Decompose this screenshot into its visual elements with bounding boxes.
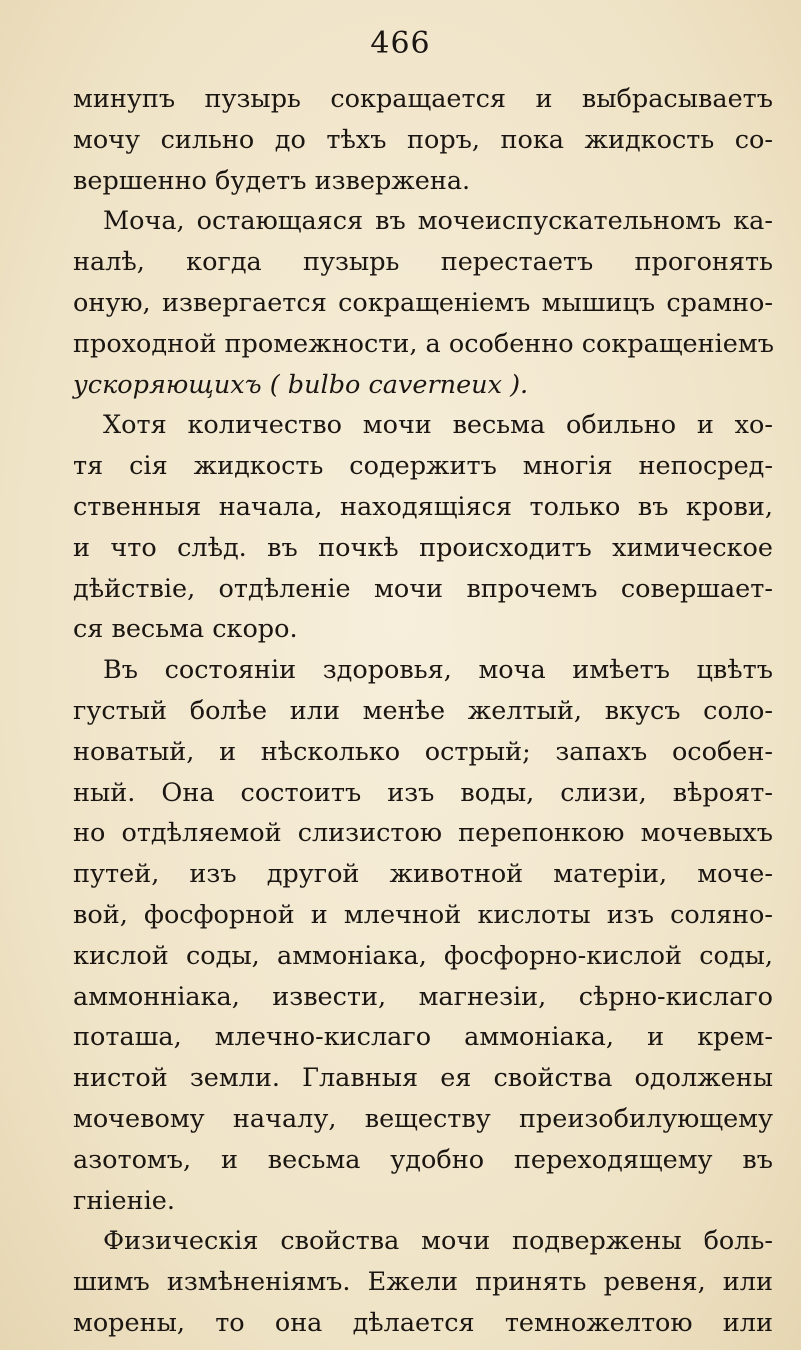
text-line: гніеніе. (73, 1185, 175, 1216)
text-line: и что слѣд. въ почкѣ происходитъ химическое (73, 532, 773, 563)
text-line: густый болѣе или менѣе желтый, вкусъ соло- (73, 695, 773, 726)
text-line: проходной промежности, а особенно сокращеніемъ (73, 328, 774, 359)
text-line: кислой соды, аммоніака, фосфорно-кислой соды, (73, 940, 773, 971)
text-line: Хотя количество мочи весьма обильно и хо- (103, 410, 773, 441)
text-line: оную, извергается сокращеніемъ мышицъ срамно- (73, 287, 773, 318)
text-line: новатый, и нѣсколько острый; запахъ особен- (73, 736, 773, 767)
text-line: поташа, млечно-кислаго аммоніака, и крем- (73, 1022, 773, 1053)
text-line: морены, то она дѣлается темножелтою или (73, 1307, 773, 1338)
text-line: мочевому началу, веществу преизобилующему (73, 1103, 773, 1134)
text-line: ственныя начала, находящіяся только въ крови, (73, 491, 773, 522)
text-line: вершенно будетъ извержена. (73, 165, 471, 196)
text-line: мочу сильно до тѣхъ поръ, пока жидкость со- (73, 124, 773, 155)
text-line: налѣ, когда пузырь перестаетъ прогонять (73, 247, 773, 278)
text-line: азотомъ, и весьма удобно переходящему въ (73, 1144, 773, 1175)
text-line: ся весьма скоро. (73, 614, 298, 645)
text-line: нистой земли. Главныя ея свойства одолжены (73, 1063, 773, 1094)
page-text (73, 79, 773, 1344)
text-line: ный. Она состоитъ изъ воды, слизи, вѣроят- (73, 777, 773, 808)
text-line: вой, фосфорной и млечной кислоты изъ соляно- (73, 899, 773, 930)
text-line: шимъ измѣненіямъ. Ежели принять ревеня, или (73, 1267, 773, 1298)
latin-term: ( bulbo caverneux ). (261, 369, 529, 400)
italic-term: ускоряющихъ (73, 369, 262, 400)
text-line: аммонніака, извести, магнезіи, сѣрно-кислаго (73, 981, 773, 1012)
text-line: Моча, остающаяся въ мочеиспускательномъ ка- (103, 206, 773, 237)
text-line: тя сія жидкость содержитъ многія непосред- (73, 451, 773, 482)
text-line: Физическія свойства мочи подвержены боль- (103, 1226, 773, 1257)
text-line: Въ состояніи здоровья, моча имѣетъ цвѣтъ (103, 655, 773, 686)
text-line: дѣйствіе, отдѣленіе мочи впрочемъ совершает- (73, 573, 773, 604)
text-line: путей, изъ другой животной матеріи, моче- (73, 859, 773, 890)
text-line: но отдѣляемой слизистою перепонкою мочевыхъ (73, 818, 773, 849)
text-line: минупъ пузырь сокращается и выбрасываетъ (73, 84, 773, 114)
text-line (73, 365, 773, 406)
page-number: 466 (370, 26, 431, 61)
